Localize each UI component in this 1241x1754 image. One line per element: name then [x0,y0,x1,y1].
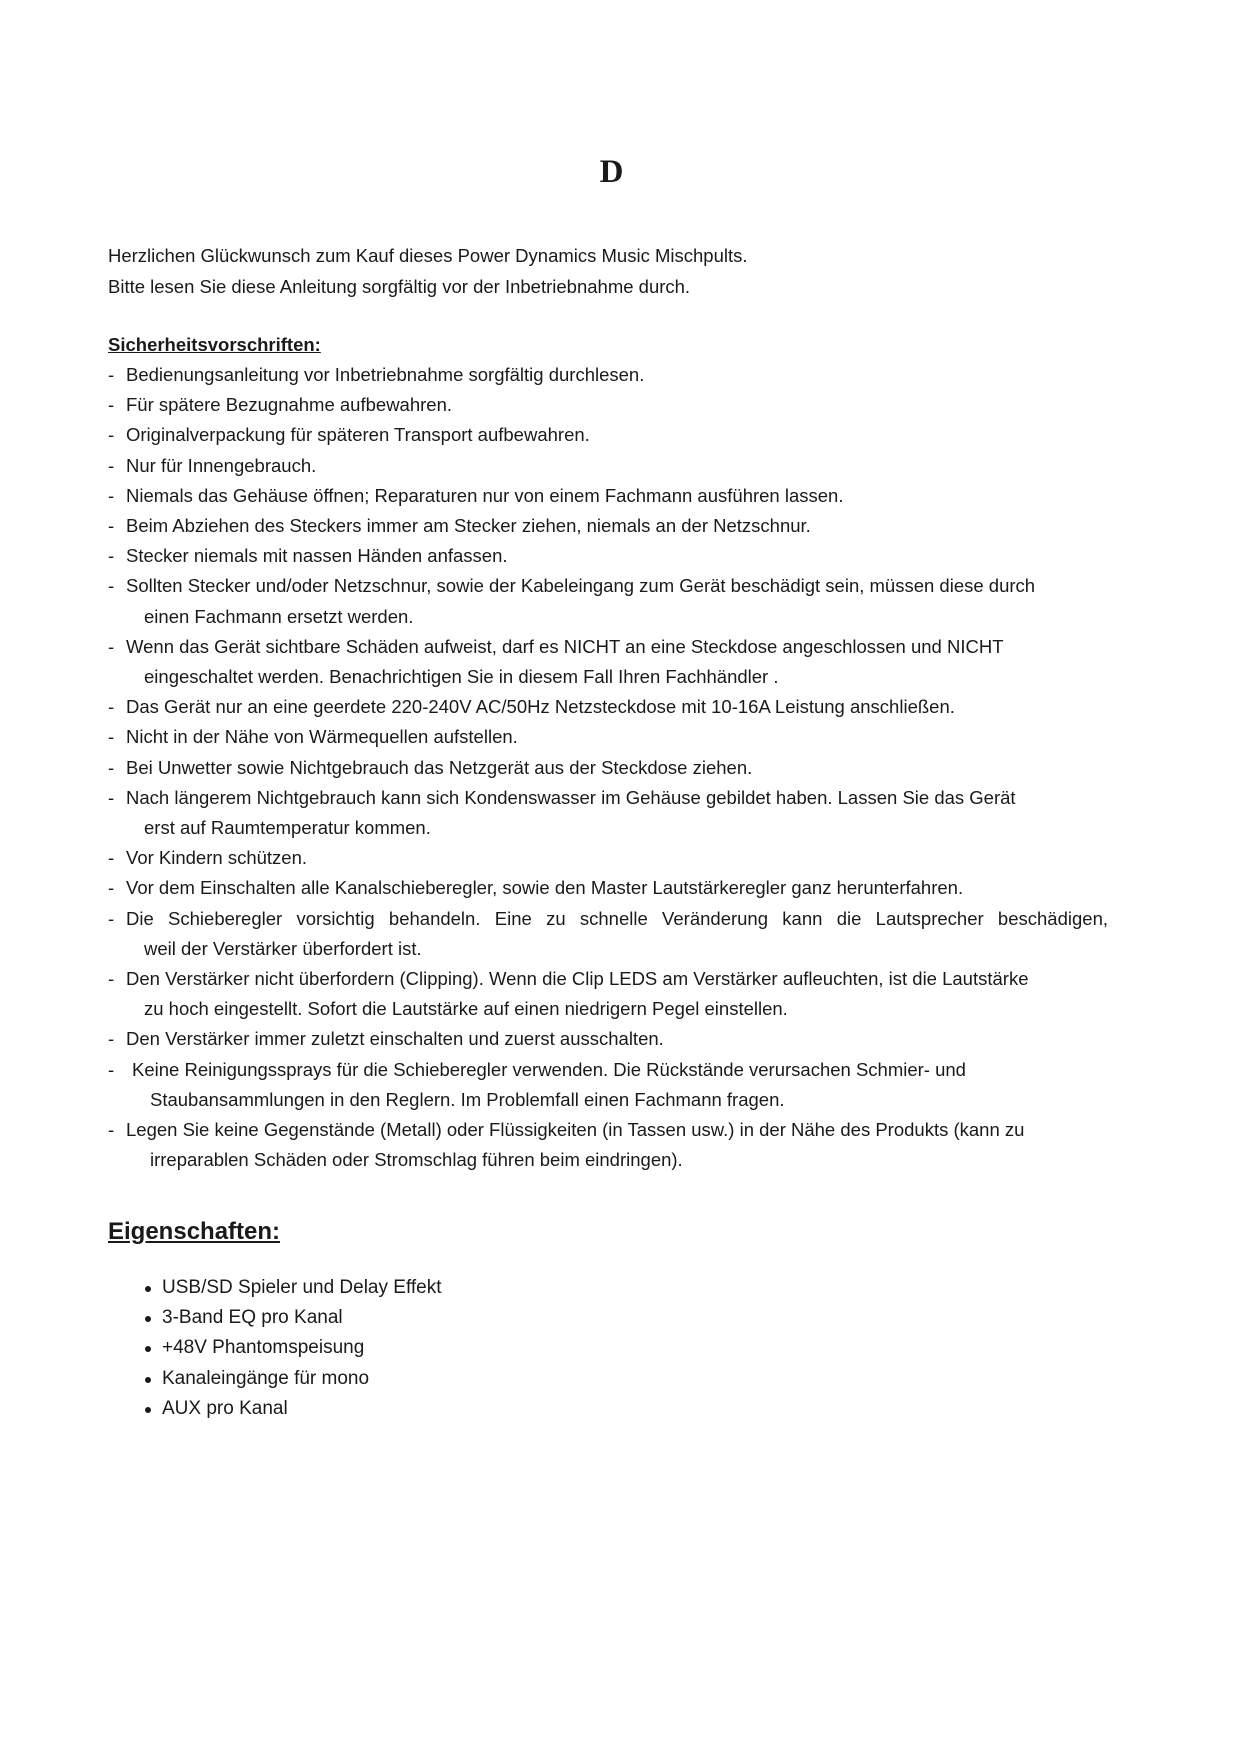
dash-bullet: - [108,877,115,899]
dash-bullet: - [108,847,115,869]
safety-item [108,964,1108,1024]
safety-item-continuation: Staubansammlungen in den Reglern. Im Problemfall einen Fachmann fragen. [150,1088,785,1110]
safety-item [108,632,1108,692]
safety-item-text: Originalverpackung für späteren Transport aufbewahren. [126,424,590,446]
safety-item [108,904,1108,964]
safety-item-text: Die Schieberegler vorsichtig behandeln. Eine zu schnelle Veränderung kann die Lautsprecher beschädigen, [126,907,1108,929]
safety-item [108,481,1108,511]
safety-item [108,1055,1108,1115]
dash-bullet: - [108,726,115,748]
safety-item [108,1115,1108,1175]
safety-item [108,753,1108,783]
features-heading: Eigenschaften: [108,1218,281,1245]
safety-item-continuation: einen Fachmann ersetzt werden. [144,605,414,627]
dash-bullet: - [108,484,115,506]
language-letter-text: D [599,154,624,190]
safety-item [108,1024,1108,1054]
safety-item-continuation: irreparablen Schäden oder Stromschlag führen beim eindringen). [150,1149,683,1171]
dash-bullet: - [108,635,115,657]
safety-heading: Sicherheitsvorschriften: [108,334,321,355]
language-letter [0,154,1241,191]
dash-bullet: - [108,1058,115,1080]
dash-bullet: - [108,968,115,990]
safety-item-text: Das Gerät nur an eine geerdete 220-240V AC/50Hz Netzsteckdose mit 10-16A Leistung anschließen. [126,696,955,718]
safety-item-text: Den Verstärker nicht überfordern (Clipping). Wenn die Clip LEDS am Verstärker aufleuchten, ist die Lautstärke [126,968,1029,990]
intro-line-2: Bitte lesen Sie diese Anleitung sorgfältig vor der Inbetriebnahme durch. [108,276,691,297]
dash-bullet: - [108,424,115,446]
intro-line-1: Herzlichen Glückwunsch zum Kauf dieses Power Dynamics Music Mischpults. [108,245,748,266]
safety-list [108,360,1108,1175]
safety-item [108,692,1108,722]
safety-item [108,783,1108,843]
dash-bullet: - [108,515,115,537]
feature-item: USB/SD Spieler und Delay Effekt [145,1273,442,1303]
safety-item [108,511,1108,541]
safety-item-continuation: zu hoch eingestellt. Sofort die Lautstärke auf einen niedrigern Pegel einstellen. [144,998,788,1020]
safety-item-text: Wenn das Gerät sichtbare Schäden aufweist, darf es NICHT an eine Steckdose angeschlossen und NICHT [126,635,1004,657]
safety-item-text: Vor dem Einschalten alle Kanalschieberegler, sowie den Master Lautstärkeregler ganz herunterfahren. [126,877,964,899]
safety-item [108,420,1108,450]
dash-bullet: - [108,545,115,567]
dash-bullet: - [108,1028,115,1050]
dash-bullet: - [108,756,115,778]
safety-item [108,843,1108,873]
safety-item-text: Niemals das Gehäuse öffnen; Reparaturen nur von einem Fachmann ausführen lassen. [126,484,844,506]
safety-item [108,360,1108,390]
safety-item [108,451,1108,481]
safety-item-text: Nicht in der Nähe von Wärmequellen aufstellen. [126,726,518,748]
dash-bullet: - [108,364,115,385]
safety-item [108,873,1108,903]
dash-bullet: - [108,907,115,929]
features-list [145,1273,442,1424]
safety-item-text: Bedienungsanleitung vor Inbetriebnahme sorgfältig durchlesen. [126,364,645,385]
safety-item-text: Vor Kindern schützen. [126,847,307,869]
safety-item-text: Sollten Stecker und/oder Netzschnur, sowie der Kabeleingang zum Gerät beschädigt sein, müssen diese durch [126,575,1036,597]
dash-bullet: - [108,394,115,416]
feature-item: +48V Phantomspeisung [145,1333,442,1363]
safety-item-text: Den Verstärker immer zuletzt einschalten und zuerst ausschalten. [126,1028,664,1050]
safety-item-text: Nach längerem Nichtgebrauch kann sich Kondenswasser im Gehäuse gebildet haben. Lassen Sie das Gerät [126,786,1016,808]
feature-item: 3-Band EQ pro Kanal [145,1303,442,1333]
safety-item [108,722,1108,752]
safety-item-text: Stecker niemals mit nassen Händen anfassen. [126,545,508,567]
safety-item-continuation: erst auf Raumtemperatur kommen. [144,817,431,839]
safety-item [108,571,1108,631]
safety-item [108,541,1108,571]
dash-bullet: - [108,1119,115,1141]
safety-item-continuation: weil der Verstärker überfordert ist. [144,937,422,959]
feature-item: AUX pro Kanal [145,1394,442,1424]
safety-item [108,390,1108,420]
dash-bullet: - [108,696,115,718]
safety-item-text: Für spätere Bezugnahme aufbewahren. [126,394,453,416]
safety-item-text: Nur für Innengebrauch. [126,454,317,476]
feature-item: Kanaleingänge für mono [145,1364,442,1394]
safety-item-text: Keine Reinigungssprays für die Schieberegler verwenden. Die Rückstände verursachen Schmier- und [132,1058,966,1080]
dash-bullet: - [108,575,115,597]
dash-bullet: - [108,786,115,808]
dash-bullet: - [108,454,115,476]
safety-item-text: Legen Sie keine Gegenstände (Metall) oder Flüssigkeiten (in Tassen usw.) in der Nähe des Produkts (kann zu [126,1119,1025,1141]
safety-item-text: Beim Abziehen des Steckers immer am Stecker ziehen, niemals an der Netzschnur. [126,515,811,537]
safety-item-continuation: eingeschaltet werden. Benachrichtigen Sie in diesem Fall Ihren Fachhändler . [144,666,779,688]
intro-block [108,240,748,302]
safety-item-text: Bei Unwetter sowie Nichtgebrauch das Netzgerät aus der Steckdose ziehen. [126,756,753,778]
